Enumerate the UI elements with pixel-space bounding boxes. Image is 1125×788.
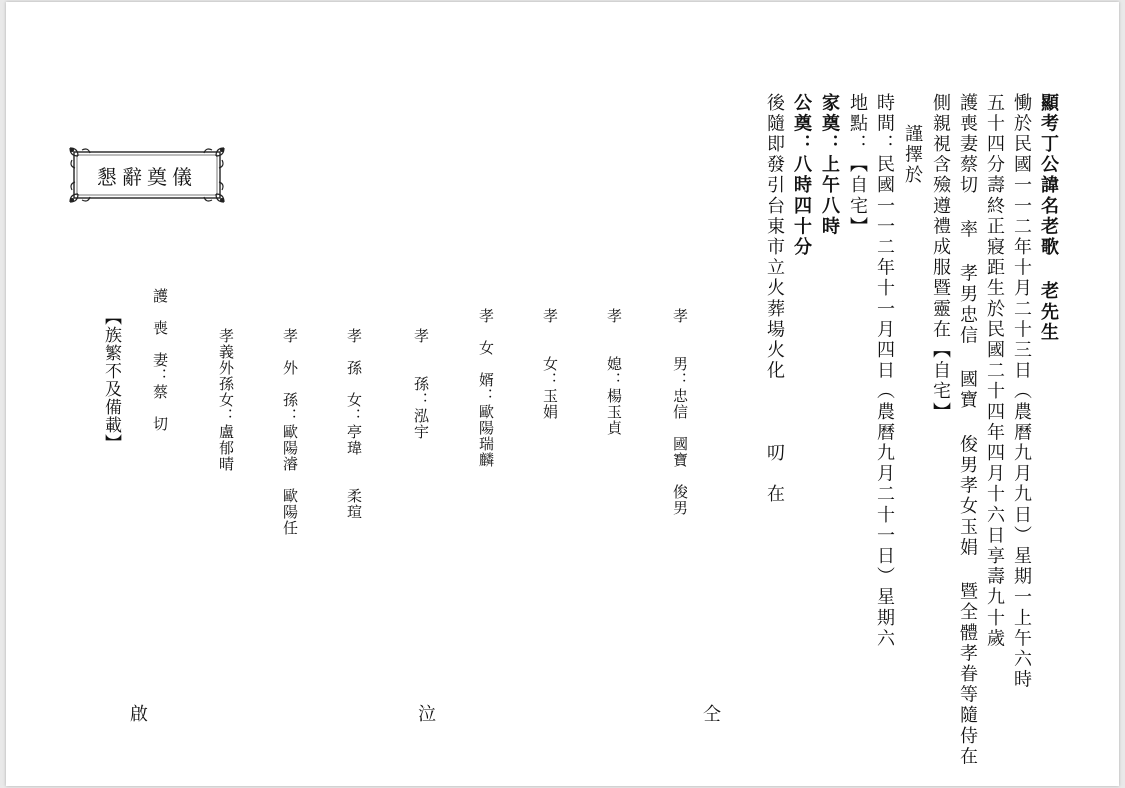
family-member: 孝義外孫女：盧郁晴 bbox=[217, 328, 235, 472]
family-member: 孝 媳：楊玉貞 bbox=[605, 308, 623, 436]
family-member: 孝 女：玉娟 bbox=[541, 308, 559, 420]
notice-line-8: 地點：【自宅】 bbox=[847, 93, 868, 238]
notice-line-11: 後隨即發引台東市立火葬場火化 叨 在 bbox=[764, 93, 785, 505]
title-card-text: 懇辭奠儀 bbox=[97, 164, 197, 189]
note-text: 【族繁不及備載】 bbox=[101, 308, 121, 452]
notice-line-2: 慟於民國一一二年十月二十三日（農曆九月九日）星期一上午六時 bbox=[1011, 93, 1032, 691]
family-member: 孝 男：忠信 國寶 俊男 bbox=[671, 308, 689, 516]
notice-line-7: 時間：民國一一二年十一月四日（農曆九月二十一日）星期六 bbox=[874, 93, 895, 650]
footer-left: 啟 bbox=[130, 704, 148, 725]
title-card bbox=[68, 146, 226, 204]
notice-line-3: 五十四分壽終正寢距生於民國二十四年四月十六日享壽九十歲 bbox=[984, 93, 1005, 650]
notice-line-6: 謹擇於 bbox=[902, 124, 923, 186]
family-member: 孝 外 孫：歐陽濬 歐陽任 bbox=[281, 328, 299, 536]
footer-right: 仝 bbox=[703, 704, 721, 725]
family-member: 孝 孫 女：亭瑋 柔瑄 bbox=[345, 328, 363, 520]
notice-line-5: 側親視含殮遵禮成服暨靈在【自宅】 bbox=[930, 93, 951, 423]
family-member: 護 喪 妻：蔡 切 bbox=[151, 288, 169, 432]
notice-line-9: 家奠：上午八時 bbox=[819, 93, 840, 238]
family-member: 孝 女 婿：歐陽瑞麟 bbox=[477, 308, 495, 468]
footer-middle: 泣 bbox=[418, 704, 436, 725]
notice-line-10: 公奠：八時四十分 bbox=[791, 93, 812, 258]
notice-line-1: 顯考丁公諱名老歌 老先生 bbox=[1038, 93, 1059, 344]
obituary-page bbox=[6, 2, 1119, 786]
family-member: 孝 孫：泓宇 bbox=[412, 328, 430, 440]
notice-line-4: 護喪妻蔡切 率 孝男忠信 國寶 俊男孝女玉娟 暨全體孝眷等隨侍在 bbox=[957, 93, 978, 768]
